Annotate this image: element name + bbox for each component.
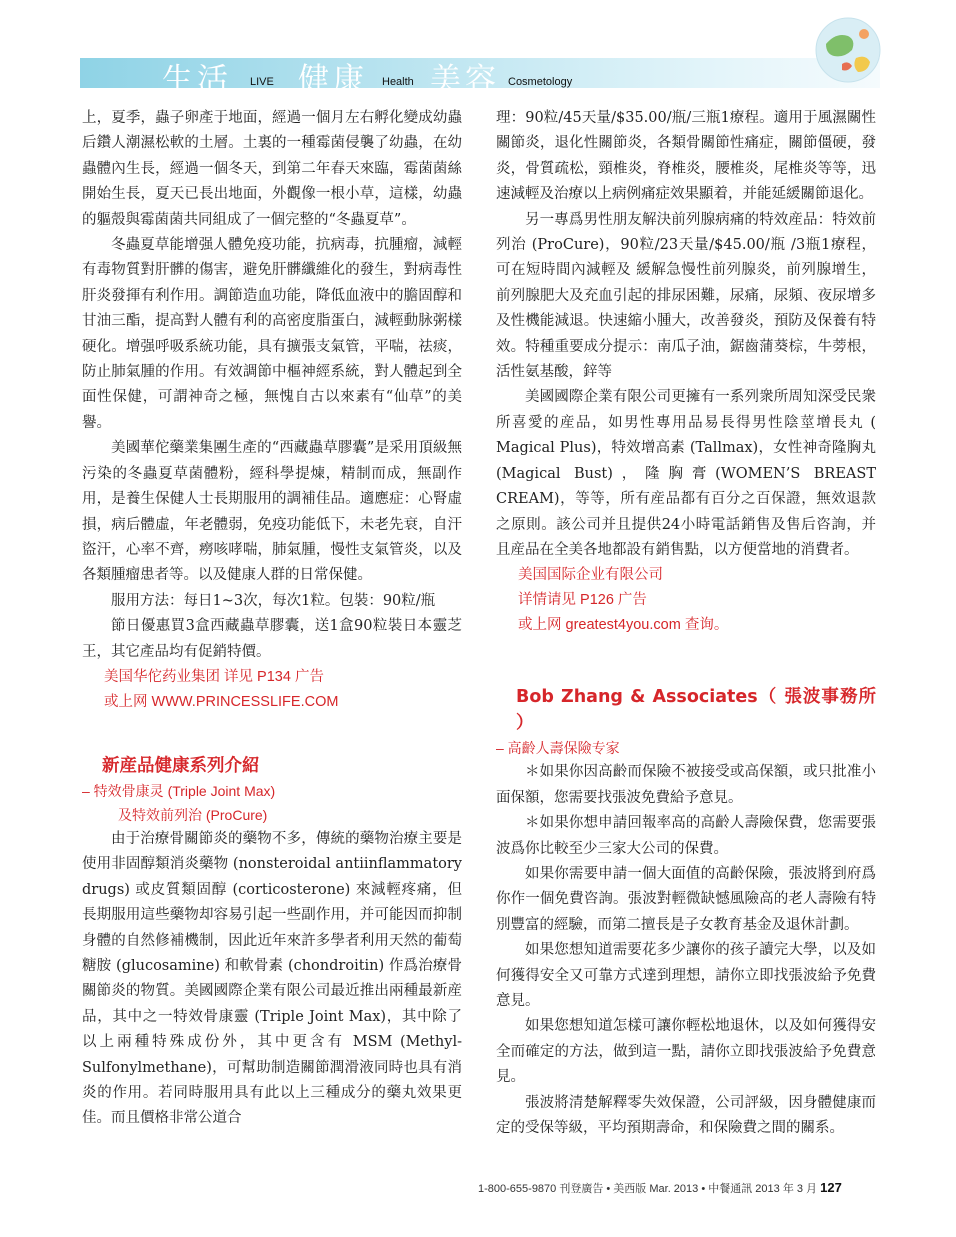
right-paragraph-2: 另一專爲男性朋友解決前列腺病痛的特效産品：特效前列治 (ProCure)，90粒/23天量/$45.00/瓶 /3瓶1療程，可在短時間內減輕及 緩解急慢性前列腺炎，前列腺增生，前列腺肥大及充血引起的排尿困難，尿痛，尿頻、夜尿增多及性機能減退。快速縮小腫大，改善發炎，預防及保養有特效。特種重要成分提示：南瓜子油，鋸齒蒲葵棕，牛蒡根，活性氨基酸，鋅等	[496, 211, 876, 381]
banner-live: LIVE	[250, 76, 274, 88]
section-heading-new-products: 新産品健康系列介紹	[102, 755, 260, 776]
right-paragraph-6: 如果你需要申請一個大面值的高齡保險，張波將到府爲你作一個免費咨詢。張波對輕微缺憾風險高的老人壽險有特別豐富的經驗，而第二擅長是子女教育基金及退休計劃。	[496, 865, 876, 933]
section-banner	[80, 58, 880, 98]
page-number: 127	[820, 1180, 842, 1195]
right-paragraph-7: 如果您想知道需要花多少讓你的孩子讀完大學，以及如何獲得安全又可靠方式達到理想，請你立即找張波給予免費意見。	[496, 942, 876, 1009]
right-paragraph-5: ＊如果你想申請回報率高的高齡人壽險保費，您需要張波爲你比較至少三家大公司的保費。	[496, 815, 876, 857]
left-paragraph-3: 美國華佗藥業集團生產的“西藏蟲草膠囊”是采用頂級無污染的冬蟲夏草菌體粉，經科學提煉，精制而成，無副作用，是養生保健人士長期服用的調補佳品。適應症：心腎虛損，病后體虛，年老體弱，免疫功能低下，未老先衰，自汗盜汗，心率不齊，癆咳哮喘，肺氣腫，慢性支氣管炎，以及各類腫瘤患者等。以及健康人群的日常保健。	[82, 440, 462, 584]
right-column	[496, 106, 876, 1141]
left-paragraph-1: 上，夏季，蟲子卵產于地面，經過一個月左右孵化變成幼蟲后鑽人潮濕松軟的土層。土裏的一種霉菌侵襲了幼蟲，在幼蟲體內生長，經過一個冬天，到第二年春天來臨，霉菌菌絲開始生長，夏天已長出地面，外觀像一根小草，這樣，幼蟲的軀殼與霉菌菌共同組成了一個完整的“冬蟲夏草”。	[82, 110, 462, 228]
banner-life: 生活	[162, 62, 232, 98]
left-column	[82, 106, 462, 1132]
footer-text: 1-800-655-9870 刊登廣告 • 美西版 Mar. 2013 • 中餐通訊 2013 年 3 月	[478, 1183, 818, 1195]
subheading-procure: 及特效前列治 (ProCure)	[118, 806, 268, 823]
globe-logo-icon	[812, 14, 884, 86]
right-paragraph-9: 張波將清楚解釋零失效保證，公司評級，因身體健康而定的受保等級，平均預期壽命，和保險費之間的關系。	[496, 1094, 876, 1136]
right-paragraph-3: 美國國際企業有限公司更擁有一系列衆所周知深受民衆所喜愛的産品，如男性專用品易長得男性陰莖增長丸 ( Magical Plus)，特效增高素 (Tallmax)，女性神奇隆胸丸 (Magical Bust)，隆胸膏(WOMEN’S BREAST CREAM)，等等，所有産品都有百分之百保證，無效退款之原則。該公司并且提供24小時電話銷售及售后咨詢，并且産品在全美各地都設有銷售點，以方便當地的消費者。	[496, 389, 876, 558]
banner-beauty-zh: 美容	[430, 62, 500, 98]
huatuo-ad-line: 美国华佗药业集团 详见 P134 广告	[104, 668, 324, 685]
intl-enterprise-ad-line: 美国国际企业有限公司	[518, 567, 663, 584]
left-paragraph-4: 服用方法：每日1~3次，每次1粒。包裝：90粒/瓶	[111, 592, 436, 609]
princesslife-link[interactable]: 或上网 WWW.PRINCESSLIFE.COM	[104, 693, 339, 710]
banner-health-en: Health	[382, 76, 414, 88]
subheading-triple-joint: – 特效骨康灵 (Triple Joint Max)	[82, 782, 276, 799]
right-paragraph-4: ＊如果你因高齡而保險不被接受或高保額，或只批准小面保額，您需要找張波免費給予意見。	[496, 764, 876, 806]
subheading-insurance-expert: – 高齡人壽保險专家	[496, 740, 620, 757]
page-footer	[478, 1180, 842, 1196]
right-paragraph-1: 理：90粒/45天量/$35.00/瓶/三瓶1療程。適用于風濕關性關節炎，退化性關節炎，各類骨關節性痛症，關節僵硬，發炎，骨質疏松，頸椎炎，脊椎炎，腰椎炎，尾椎炎等等，迅速減輕及治療以上病例痛症效果顯着，并能延緩關節退化。	[496, 110, 876, 203]
left-paragraph-6: 由于治療骨關節炎的藥物不多，傳統的藥物治療主要是使用非固醇類消炎藥物 (nonsteroidal antiinflammatory drugs) 或皮質類固醇 (corticosterone) 來減輕疼痛，但長期服用這些藥物却容易引起一些副作用，并可能因而抑制身體的自然修補機制，因此近年來許多學者利用天然的葡萄糖胺 (glucosamine) 和軟骨素 (chondroitin) 作爲治療骨關節炎的物質。美國國際企業有限公司最近推出兩種最新産品，其中之一特效骨康靈 (Triple Joint Max)，其中除了以上兩種特殊成份外，其中更含有 MSM (Methyl-Sulfonylmethane)，可幫助制造關節潤滑液同時也具有消炎的作用。若同時服用具有此以上三種成分的藥丸效果更佳。而且價格非常公道合	[82, 830, 462, 1127]
left-paragraph-2: 冬蟲夏草能增强人體免疫功能，抗病毒，抗腫瘤，減輕有毒物質對肝髒的傷害，避免肝髒纖維化的發生，對病毒性肝炎發揮有利作用。調節造血功能，降低血液中的膽固醇和甘油三酯，提高對人體有利的高密度脂蛋白，減輕動脉粥樣硬化。增强呼吸系統功能，具有擴張支氣管，平喘，祛痰，防止肺氣腫的作用。有效調節中樞神經系統，對人體起到全面性保健，可謂神奇之極，無愧自古以來素有“仙草”的美譽。	[82, 237, 462, 431]
left-paragraph-5: 節日優惠買3盒西藏蟲草膠囊，送1盒90粒裝日本靈芝王，其它產品均有促銷特價。	[82, 618, 462, 660]
banner-cosmetology-en: Cosmetology	[508, 76, 573, 88]
banner-health-zh: 健康	[298, 62, 368, 98]
p126-ad-line: 详情请见 P126 广告	[518, 592, 647, 609]
right-paragraph-8: 如果您想知道怎樣可讓你輕松地退休，以及如何獲得安全而確定的方法，做到這一點，請你立即找張波給予免費意見。	[496, 1018, 876, 1086]
section-heading-bob-zhang: Bob Zhang & Associates（ 張波事務所 ）	[516, 687, 876, 734]
greatest4you-link[interactable]: 或上网 greatest4you.com 查询。	[518, 617, 729, 634]
